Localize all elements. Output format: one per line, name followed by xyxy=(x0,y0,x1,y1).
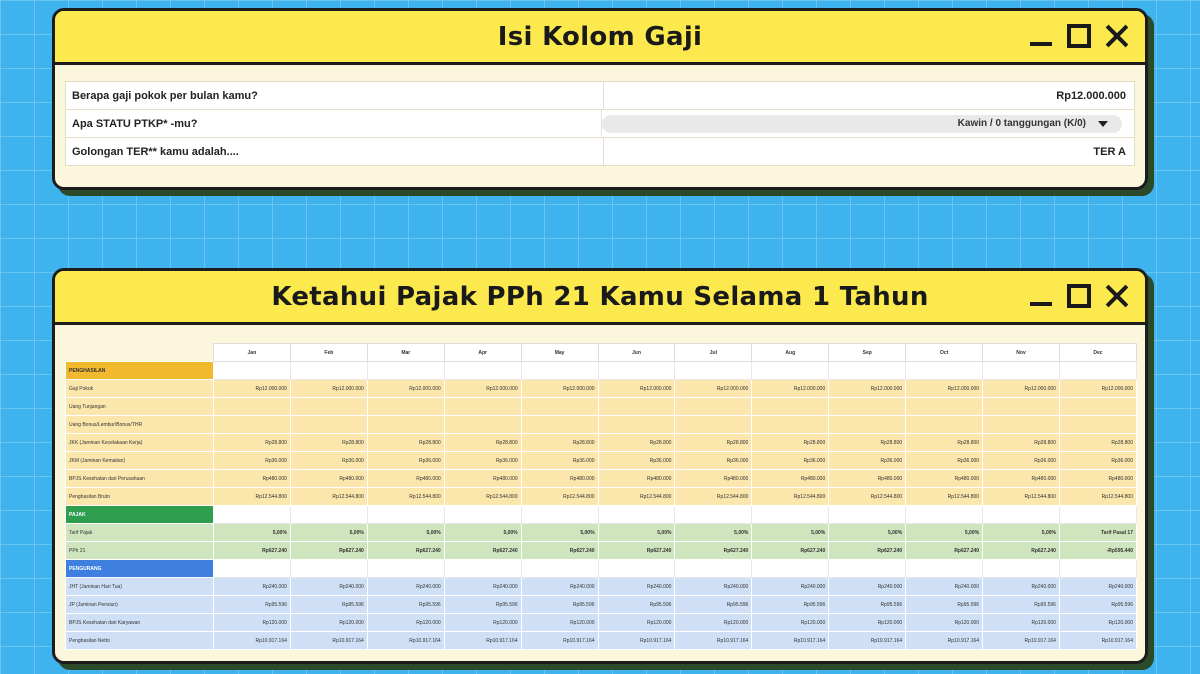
section-filler-cell xyxy=(983,362,1060,380)
section-filler-cell xyxy=(444,560,521,578)
section-filler-cell xyxy=(367,560,444,578)
table-cell: Rp10.917.164 xyxy=(290,632,367,650)
maximize-icon[interactable] xyxy=(1067,284,1091,308)
table-cell: 5,00% xyxy=(752,524,829,542)
window-controls xyxy=(1029,24,1129,48)
close-icon[interactable] xyxy=(1105,284,1129,308)
table-cell: Rp12.544.800 xyxy=(675,488,752,506)
table-cell: Rp240.000 xyxy=(675,578,752,596)
section-filler-cell xyxy=(521,506,598,524)
table-cell: Rp28.800 xyxy=(1059,434,1136,452)
section-header-row xyxy=(66,506,1137,524)
salary-input[interactable]: Rp12.000.000 xyxy=(1056,89,1126,102)
table-cell: Rp240.000 xyxy=(906,578,983,596)
table-cell: Rp95.596 xyxy=(521,596,598,614)
table-cell: Rp12.000.000 xyxy=(829,380,906,398)
ptkp-select[interactable] xyxy=(602,115,1122,133)
section-filler-cell xyxy=(829,560,906,578)
salary-form xyxy=(65,81,1135,166)
table-cell: Rp240.000 xyxy=(290,578,367,596)
table-cell: Rp627.240 xyxy=(290,542,367,560)
table-row xyxy=(66,488,1137,506)
table-cell: Rp480.000 xyxy=(752,470,829,488)
header-corner xyxy=(66,344,214,362)
table-cell: Rp36.000 xyxy=(444,452,521,470)
table-cell: Rp120.000 xyxy=(752,614,829,632)
table-cell: Rp480.000 xyxy=(290,470,367,488)
table-cell: Rp95.596 xyxy=(290,596,367,614)
table-row xyxy=(66,596,1137,614)
ptkp-label: Apa STATU PTKP* -mu? xyxy=(66,110,602,137)
table-cell xyxy=(444,398,521,416)
row-label: Tarif Pajak xyxy=(66,524,214,542)
section-filler-cell xyxy=(906,362,983,380)
section-filler-cell xyxy=(598,362,675,380)
section-filler-cell xyxy=(829,362,906,380)
table-cell: Rp12.544.800 xyxy=(521,488,598,506)
tax-table-wrapper xyxy=(65,343,1137,650)
section-filler-cell xyxy=(829,506,906,524)
form-row-ptkp xyxy=(66,110,1134,138)
table-cell: Rp12.544.800 xyxy=(290,488,367,506)
table-cell: Rp12.544.800 xyxy=(367,488,444,506)
month-header: May xyxy=(521,344,598,362)
window-titlebar[interactable] xyxy=(55,271,1145,325)
table-cell: Rp12.000.000 xyxy=(598,380,675,398)
section-label: PAJAK xyxy=(66,506,214,524)
table-cell: Rp480.000 xyxy=(906,470,983,488)
table-cell: Rp12.000.000 xyxy=(675,380,752,398)
table-cell: Rp95.596 xyxy=(829,596,906,614)
table-cell: Rp240.000 xyxy=(983,578,1060,596)
table-cell: Rp240.000 xyxy=(367,578,444,596)
month-header: Apr xyxy=(444,344,521,362)
table-cell: Rp240.000 xyxy=(829,578,906,596)
row-label: JHT (Jaminan Hari Tua) xyxy=(66,578,214,596)
table-row xyxy=(66,416,1137,434)
table-cell xyxy=(906,398,983,416)
section-filler-cell xyxy=(752,506,829,524)
row-label: PPh 21 xyxy=(66,542,214,560)
table-cell xyxy=(521,398,598,416)
section-label: PENGURANG xyxy=(66,560,214,578)
table-cell: Rp28.800 xyxy=(752,434,829,452)
table-cell: Rp627.240 xyxy=(906,542,983,560)
table-cell xyxy=(214,416,291,434)
table-cell: Rp120.000 xyxy=(829,614,906,632)
table-cell xyxy=(444,416,521,434)
table-cell xyxy=(983,398,1060,416)
section-filler-cell xyxy=(598,560,675,578)
table-cell: Rp480.000 xyxy=(829,470,906,488)
table-cell: Rp95.596 xyxy=(444,596,521,614)
table-cell: Rp12.000.000 xyxy=(906,380,983,398)
table-cell: Rp12.544.800 xyxy=(829,488,906,506)
section-filler-cell xyxy=(1059,560,1136,578)
table-cell: Rp480.000 xyxy=(521,470,598,488)
table-cell: Rp480.000 xyxy=(675,470,752,488)
table-cell: Rp28.800 xyxy=(214,434,291,452)
table-cell: Rp627.240 xyxy=(444,542,521,560)
table-cell: Rp120.000 xyxy=(983,614,1060,632)
table-cell: Rp12.544.800 xyxy=(1059,488,1136,506)
table-cell xyxy=(598,398,675,416)
table-cell: Rp10.917.164 xyxy=(444,632,521,650)
month-header: Sep xyxy=(829,344,906,362)
table-cell: Rp36.000 xyxy=(598,452,675,470)
table-cell: Rp120.000 xyxy=(1059,614,1136,632)
month-header: Mar xyxy=(367,344,444,362)
row-label: Gaji Pokok xyxy=(66,380,214,398)
section-filler-cell xyxy=(752,362,829,380)
table-cell: Rp36.000 xyxy=(752,452,829,470)
table-cell: Rp36.000 xyxy=(983,452,1060,470)
table-cell: Rp28.800 xyxy=(521,434,598,452)
table-cell: Rp28.800 xyxy=(598,434,675,452)
minimize-icon[interactable] xyxy=(1029,284,1053,308)
section-filler-cell xyxy=(675,560,752,578)
table-cell: Rp10.917.164 xyxy=(367,632,444,650)
table-cell xyxy=(675,398,752,416)
section-filler-cell xyxy=(444,506,521,524)
section-filler-cell xyxy=(290,362,367,380)
table-cell: Rp12.544.800 xyxy=(983,488,1060,506)
table-cell: Rp95.596 xyxy=(214,596,291,614)
table-cell xyxy=(752,398,829,416)
table-cell: Rp240.000 xyxy=(521,578,598,596)
ptkp-cell xyxy=(602,110,1134,137)
table-cell: Rp240.000 xyxy=(1059,578,1136,596)
table-cell: Rp12.000.000 xyxy=(367,380,444,398)
table-cell: Rp627.240 xyxy=(598,542,675,560)
row-label: JP (Jaminan Pensiun) xyxy=(66,596,214,614)
salary-label: Berapa gaji pokok per bulan kamu? xyxy=(66,82,604,109)
section-filler-cell xyxy=(290,506,367,524)
salary-input-window xyxy=(52,8,1148,190)
table-cell: Rp12.544.800 xyxy=(444,488,521,506)
close-icon[interactable] xyxy=(1105,24,1129,48)
table-cell: 5,00% xyxy=(290,524,367,542)
table-cell xyxy=(906,416,983,434)
month-header: Jul xyxy=(675,344,752,362)
table-cell: Rp627.240 xyxy=(521,542,598,560)
section-label: PENGHASILAN xyxy=(66,362,214,380)
table-cell: Rp12.000.000 xyxy=(1059,380,1136,398)
table-cell: Rp95.596 xyxy=(983,596,1060,614)
table-cell: Rp12.000.000 xyxy=(983,380,1060,398)
table-cell: Rp12.000.000 xyxy=(444,380,521,398)
table-cell: Rp10.917.164 xyxy=(752,632,829,650)
month-header: Jun xyxy=(598,344,675,362)
table-cell: Rp12.000.000 xyxy=(214,380,291,398)
table-cell: Rp627.240 xyxy=(675,542,752,560)
row-label: BPJS Kesehatan dari Karyawan xyxy=(66,614,214,632)
table-cell: Rp627.240 xyxy=(214,542,291,560)
month-header: Oct xyxy=(906,344,983,362)
table-cell: Rp12.544.800 xyxy=(906,488,983,506)
table-cell xyxy=(598,416,675,434)
table-cell: Rp120.000 xyxy=(290,614,367,632)
table-cell: Rp10.917.164 xyxy=(983,632,1060,650)
table-cell: Rp240.000 xyxy=(752,578,829,596)
table-cell: Rp95.596 xyxy=(675,596,752,614)
table-cell xyxy=(214,398,291,416)
table-row xyxy=(66,398,1137,416)
table-row xyxy=(66,380,1137,398)
table-cell xyxy=(290,416,367,434)
table-row xyxy=(66,452,1137,470)
table-cell: Tarif Pasal 17 xyxy=(1059,524,1136,542)
section-filler-cell xyxy=(1059,506,1136,524)
section-filler-cell xyxy=(290,560,367,578)
table-cell: Rp10.917.164 xyxy=(521,632,598,650)
table-cell: Rp10.917.164 xyxy=(598,632,675,650)
table-cell xyxy=(829,398,906,416)
table-row xyxy=(66,578,1137,596)
table-cell: Rp240.000 xyxy=(444,578,521,596)
section-filler-cell xyxy=(367,506,444,524)
table-cell: Rp28.800 xyxy=(829,434,906,452)
month-header: Feb xyxy=(290,344,367,362)
table-cell: Rp120.000 xyxy=(367,614,444,632)
table-cell xyxy=(1059,398,1136,416)
table-cell: 5,00% xyxy=(214,524,291,542)
table-cell: Rp10.917.164 xyxy=(906,632,983,650)
table-cell: Rp120.000 xyxy=(214,614,291,632)
table-cell: Rp480.000 xyxy=(983,470,1060,488)
table-cell: Rp120.000 xyxy=(521,614,598,632)
table-cell: Rp240.000 xyxy=(214,578,291,596)
table-cell: Rp10.917.164 xyxy=(829,632,906,650)
table-cell: 5,00% xyxy=(829,524,906,542)
row-label: Uang Tunjangan xyxy=(66,398,214,416)
table-cell: Rp36.000 xyxy=(367,452,444,470)
table-cell: Rp95.596 xyxy=(367,596,444,614)
row-label: BPJS Kesehatan dari Perusahaan xyxy=(66,470,214,488)
section-filler-cell xyxy=(752,560,829,578)
table-cell xyxy=(675,416,752,434)
table-cell: Rp12.000.000 xyxy=(521,380,598,398)
table-cell: Rp12.000.000 xyxy=(752,380,829,398)
section-filler-cell xyxy=(598,506,675,524)
table-cell xyxy=(1059,416,1136,434)
table-cell: Rp12.544.800 xyxy=(752,488,829,506)
month-header: Jan xyxy=(214,344,291,362)
table-cell: Rp10.917.164 xyxy=(675,632,752,650)
month-header: Dec xyxy=(1059,344,1136,362)
section-filler-cell xyxy=(906,560,983,578)
section-filler-cell xyxy=(1059,362,1136,380)
ter-label: Golongan TER** kamu adalah.... xyxy=(66,138,604,165)
table-cell: -Rp595.440 xyxy=(1059,542,1136,560)
ter-value: TER A xyxy=(1093,145,1126,158)
table-cell: 5,00% xyxy=(598,524,675,542)
table-cell: 5,00% xyxy=(675,524,752,542)
tax-table xyxy=(65,343,1137,650)
table-cell: 5,00% xyxy=(521,524,598,542)
table-row xyxy=(66,614,1137,632)
month-header: Nov xyxy=(983,344,1060,362)
table-cell: Rp627.240 xyxy=(829,542,906,560)
table-cell: Rp12.544.800 xyxy=(598,488,675,506)
month-header: Aug xyxy=(752,344,829,362)
section-header-row xyxy=(66,560,1137,578)
table-cell xyxy=(829,416,906,434)
table-cell: Rp120.000 xyxy=(675,614,752,632)
table-row xyxy=(66,542,1137,560)
section-filler-cell xyxy=(214,560,291,578)
table-cell xyxy=(290,398,367,416)
table-cell: Rp36.000 xyxy=(906,452,983,470)
table-cell: Rp627.240 xyxy=(752,542,829,560)
table-cell: Rp28.800 xyxy=(444,434,521,452)
table-cell: 5,00% xyxy=(367,524,444,542)
table-cell: Rp10.917.164 xyxy=(214,632,291,650)
window-titlebar[interactable] xyxy=(55,11,1145,65)
table-cell: Rp95.596 xyxy=(752,596,829,614)
table-cell: Rp480.000 xyxy=(444,470,521,488)
section-filler-cell xyxy=(214,362,291,380)
form-row-salary xyxy=(66,82,1134,110)
maximize-icon[interactable] xyxy=(1067,24,1091,48)
table-cell: 5,00% xyxy=(906,524,983,542)
window-title: Isi Kolom Gaji xyxy=(497,21,703,52)
tax-table-body xyxy=(66,362,1137,650)
table-cell xyxy=(521,416,598,434)
table-cell: Rp480.000 xyxy=(214,470,291,488)
table-cell: Rp95.596 xyxy=(1059,596,1136,614)
table-cell: Rp36.000 xyxy=(675,452,752,470)
table-cell: Rp120.000 xyxy=(444,614,521,632)
table-cell: Rp36.000 xyxy=(521,452,598,470)
section-header-row xyxy=(66,362,1137,380)
section-filler-cell xyxy=(367,362,444,380)
table-cell: Rp480.000 xyxy=(598,470,675,488)
table-cell: Rp28.800 xyxy=(367,434,444,452)
table-cell: Rp28.800 xyxy=(290,434,367,452)
table-cell: Rp28.800 xyxy=(906,434,983,452)
table-cell: Rp95.596 xyxy=(906,596,983,614)
table-cell: Rp36.000 xyxy=(290,452,367,470)
tax-table-window xyxy=(52,268,1148,664)
table-row xyxy=(66,470,1137,488)
table-cell: Rp36.000 xyxy=(829,452,906,470)
section-filler-cell xyxy=(675,506,752,524)
table-cell: 5,00% xyxy=(983,524,1060,542)
table-row xyxy=(66,434,1137,452)
ptkp-selected-value: Kawin / 0 tanggungan (K/0) xyxy=(957,118,1086,129)
table-cell xyxy=(983,416,1060,434)
table-cell: Rp12.544.800 xyxy=(214,488,291,506)
table-cell: Rp28.800 xyxy=(675,434,752,452)
row-label: Penghasilan Netto xyxy=(66,632,214,650)
table-cell: Rp12.000.000 xyxy=(290,380,367,398)
section-filler-cell xyxy=(214,506,291,524)
table-cell: Rp120.000 xyxy=(906,614,983,632)
table-cell: Rp627.240 xyxy=(983,542,1060,560)
row-label: JKK (Jaminan Kecelakaan Kerja) xyxy=(66,434,214,452)
window-title: Ketahui Pajak PPh 21 Kamu Selama 1 Tahun xyxy=(271,281,929,312)
table-row xyxy=(66,524,1137,542)
section-filler-cell xyxy=(521,362,598,380)
section-filler-cell xyxy=(983,560,1060,578)
table-cell: Rp28.800 xyxy=(983,434,1060,452)
section-filler-cell xyxy=(675,362,752,380)
window-controls xyxy=(1029,284,1129,308)
table-cell: Rp120.000 xyxy=(598,614,675,632)
table-cell: Rp36.000 xyxy=(1059,452,1136,470)
table-cell: Rp95.596 xyxy=(598,596,675,614)
table-cell: 5,00% xyxy=(444,524,521,542)
row-label: JKM (Jaminan Kematian) xyxy=(66,452,214,470)
section-filler-cell xyxy=(444,362,521,380)
section-filler-cell xyxy=(983,506,1060,524)
table-cell xyxy=(367,398,444,416)
section-filler-cell xyxy=(521,560,598,578)
table-cell: Rp36.000 xyxy=(214,452,291,470)
month-header-row xyxy=(66,344,1137,362)
table-cell: Rp480.000 xyxy=(367,470,444,488)
row-label: Penghasilan Bruto xyxy=(66,488,214,506)
table-cell xyxy=(752,416,829,434)
table-cell: Rp480.000 xyxy=(1059,470,1136,488)
table-cell: Rp627.240 xyxy=(367,542,444,560)
section-filler-cell xyxy=(906,506,983,524)
chevron-down-icon[interactable] xyxy=(1098,121,1108,127)
row-label: Uang Bonus/Lembur/Bonus/THR xyxy=(66,416,214,434)
table-cell: Rp10.917.164 xyxy=(1059,632,1136,650)
form-row-ter xyxy=(66,138,1134,165)
minimize-icon[interactable] xyxy=(1029,24,1053,48)
table-cell: Rp240.000 xyxy=(598,578,675,596)
table-row xyxy=(66,632,1137,650)
table-cell xyxy=(367,416,444,434)
